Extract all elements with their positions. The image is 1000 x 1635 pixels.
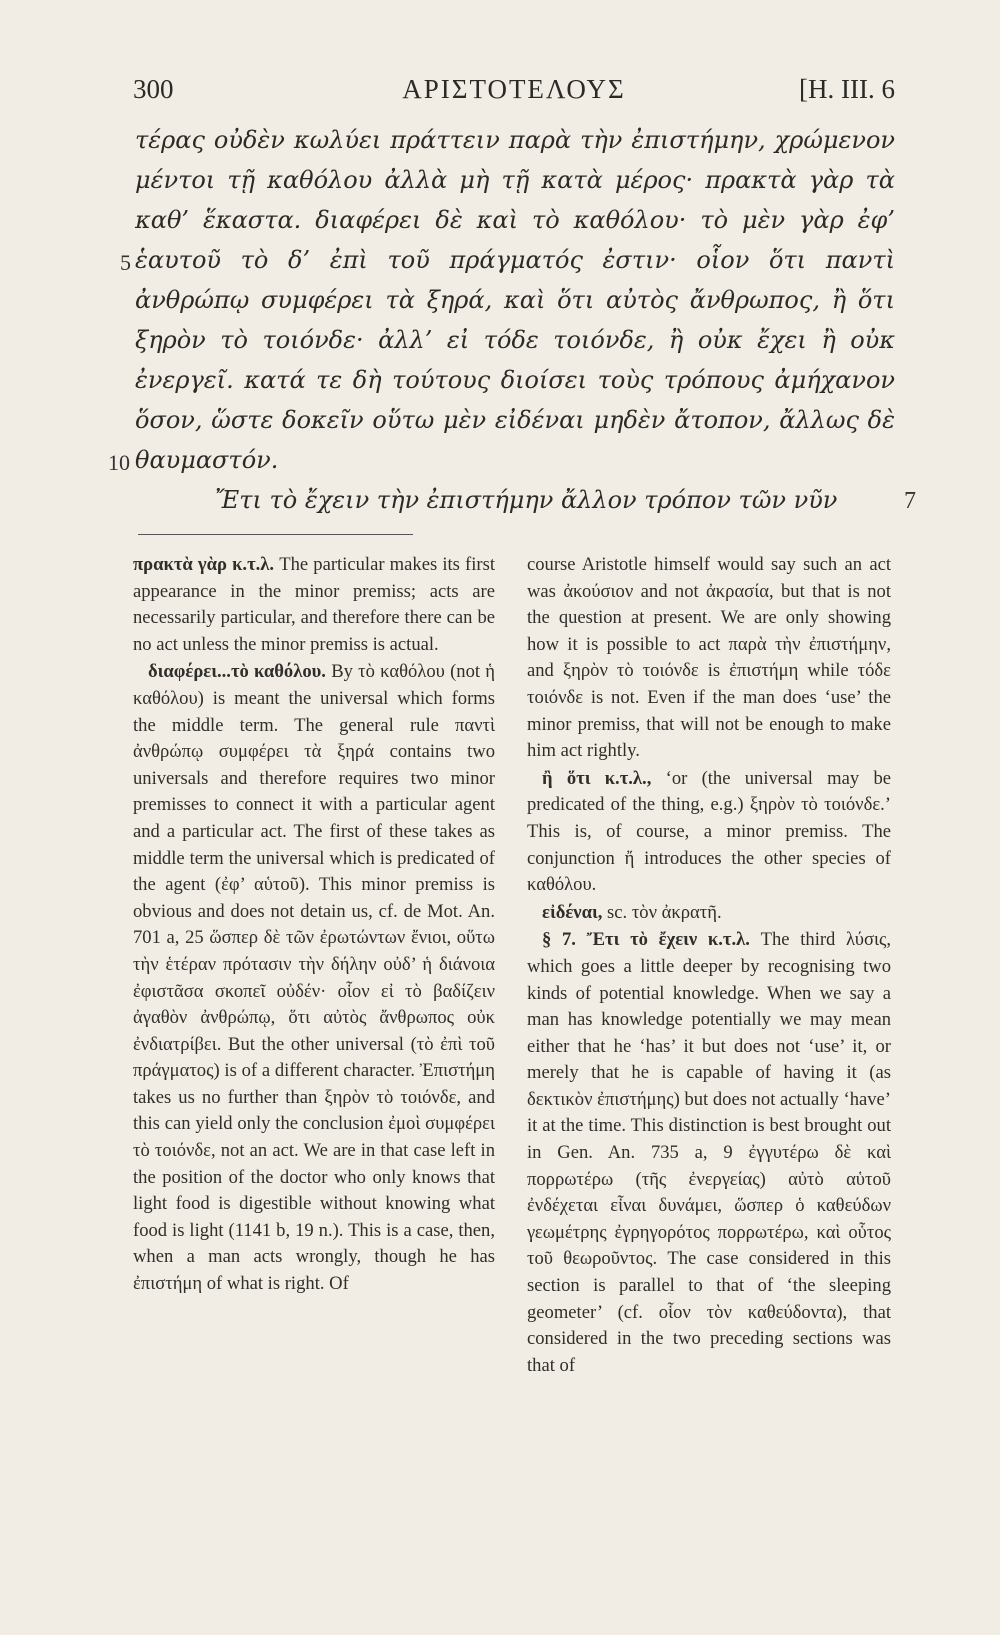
text-line: ξηρὸν τὸ τοιόνδε· ἀλλ’ εἰ τόδε τοιόνδε, ἢ οὐκ ἔχει ἢ οὐκ — [135, 326, 895, 354]
note-paragraph — [133, 552, 495, 658]
running-title: ΑΡΙΣΤΟΤΕΛΟΥΣ — [402, 74, 626, 104]
note-text: sc. τὸν ἀκρατῆ. — [602, 901, 722, 923]
text-line: θαυμαστόν. — [135, 446, 279, 474]
note-paragraph — [527, 552, 891, 765]
text-line: μέντοι τῇ καθόλου ἀλλὰ μὴ τῇ κατὰ μέρος· πρακτὰ γὰρ τὰ — [135, 166, 895, 194]
text-line: Ἔτι τὸ ἔχειν τὴν ἐπιστήμην ἄλλον τρόπον τῶν νῦν — [215, 486, 838, 514]
line-number-10: 10 — [108, 450, 130, 475]
note-lemma: ἢ ὅτι κ.τ.λ., — [542, 767, 652, 789]
line-number-5: 5 — [120, 250, 131, 275]
text-line: καθ’ ἕκαστα. διαφέρει δὲ καὶ τὸ καθόλου· τὸ μὲν γὰρ ἐφ’ — [135, 206, 895, 234]
note-text: By τὸ καθόλου (not ἡ καθόλου) is meant the universal which forms the middle term. The general rule παντὶ ἀνθρώπῳ συμφέρει τὰ ξηρά contains two universals and therefore requires two minor premisses to connect it with a particular agent and a particular act. The first of these takes as middle term the universal which is predicated of the agent (ἐφ’ αὑτοῦ). This minor premiss is obvious and does not detain us, cf. de Mot. An. 701 a, 25 ὥσπερ δὲ τῶν ἐρωτώντων ἔνιοι, οὕτω τὴν ἑτέραν πρότασιν τὴν δήλην οὐδ’ ἡ διάνοια ἐφιστᾶσα σκοπεῖ οὐδέν· οἷον εἰ τὸ βαδίζειν ἀγαθὸν ἀνθρώπῳ, ὅτι αὐτὸς ἄνθρωπος οὐκ ἐνδιατρίβει. But the other universal (τὸ ἐπὶ τοῦ πράγματος) is of a different character. Ἐπιστήμη takes us no further than ξηρὸν τὸ τοιόνδε, and this can yield only the conclusion ἐμοὶ συμφέρει τὸ τοιόνδε, not an act. We are in that case left in the position of the doctor who only knows that light food is digestible without knowing what food is light (1141 b, 19 n.). This is a case, then, when a man acts wrongly, though he has ἐπιστήμη of what is right. Of — [133, 661, 496, 1295]
note-lemma: διαφέρει...τὸ καθόλου. — [148, 661, 326, 683]
text-line: ὅσον, ὥστε δοκεῖν οὕτω μὲν εἰδέναι μηδὲν ἄτοπον, ἄλλως δὲ — [135, 406, 895, 434]
commentary-left-column — [133, 552, 495, 1299]
note-paragraph — [527, 766, 891, 899]
text-line: ἐνεργεῖ. κατά τε δὴ τούτους διοίσει τοὺς τρόπους ἀμήχανον — [135, 366, 895, 394]
footnote-rule — [138, 534, 413, 535]
note-text: ‘or (the universal may be predicated of the thing, e.g.) ξηρὸν τὸ τοιόνδε.’ This is, of course, a minor premiss. The conjunction ἤ introduces the other species of καθόλου. — [527, 767, 891, 896]
running-header — [133, 72, 895, 112]
section-reference: [H. III. 6 — [799, 74, 895, 104]
text-line: ἀνθρώπῳ συμφέρει τὰ ξηρά, καὶ ὅτι αὐτὸς ἄνθρωπος, ἢ ὅτι — [135, 286, 895, 314]
section-number: 7 — [904, 488, 916, 514]
commentary-right-column — [527, 552, 891, 1380]
page-number: 300 — [133, 74, 174, 104]
note-paragraph — [133, 659, 495, 1297]
text-line: τέρας οὐδὲν κωλύει πράττειν παρὰ τὴν ἐπιστήμην, χρώμενον — [135, 126, 895, 154]
note-text: The third λύσις, which goes a little deeper by recognising two kinds of potential knowledge. When we say a man has knowledge potentially we may mean either that he ‘has’ it but does not ‘use’ it, or merely that he is capable of having it (as δεκτικὸν ἐπιστήμης) but does not actually ‘have’ it at the time. This distinction is best brought out in Gen. An. 735 a, 9 ἐγγυτέρω δὲ καὶ πορρωτέρω (τῆς ἐνεργείας) αὐτὸ αὑτοῦ ἐνδέχεται εἶναι δυνάμει, ὥσπερ ὁ καθεύδων γεωμέτρης ἐγρηγορότος πορρωτέρω, καὶ οὗτος τοῦ θεωροῦντος. The case considered in this section is parallel to that of ‘the sleeping geometer’ (cf. οἷον τὸν καθεύδοντα), that considered in the two preceding sections was that of — [527, 929, 891, 1376]
note-paragraph — [527, 927, 891, 1379]
note-text: The particular makes its first appearance in the minor premiss; acts are necessarily particular, and therefore there can be no act unless the minor premiss is actual. — [133, 554, 495, 655]
note-paragraph — [527, 900, 891, 927]
note-text: course Aristotle himself would say such an act was ἀκούσιον and not ἀκρασία, but that is not the question at present. We are only showing how it is possible to act παρὰ τὴν ἐπιστήμην, and ξηρὸν τὸ τοιόνδε is ἐπιστήμη while τόδε τοιόνδε is not. Even if the man does ‘use’ the minor premiss, that will not be enough to make him act rightly. — [527, 554, 891, 762]
note-lemma: § 7. Ἔτι τὸ ἔχειν κ.τ.λ. — [542, 929, 750, 951]
text-line: ἑαυτοῦ τὸ δ’ ἐπὶ τοῦ πράγματός ἐστιν· οἷον ὅτι παντὶ — [135, 246, 895, 274]
note-lemma: πρακτὰ γὰρ κ.τ.λ. — [133, 554, 275, 575]
note-lemma: εἰδέναι, — [542, 901, 603, 923]
